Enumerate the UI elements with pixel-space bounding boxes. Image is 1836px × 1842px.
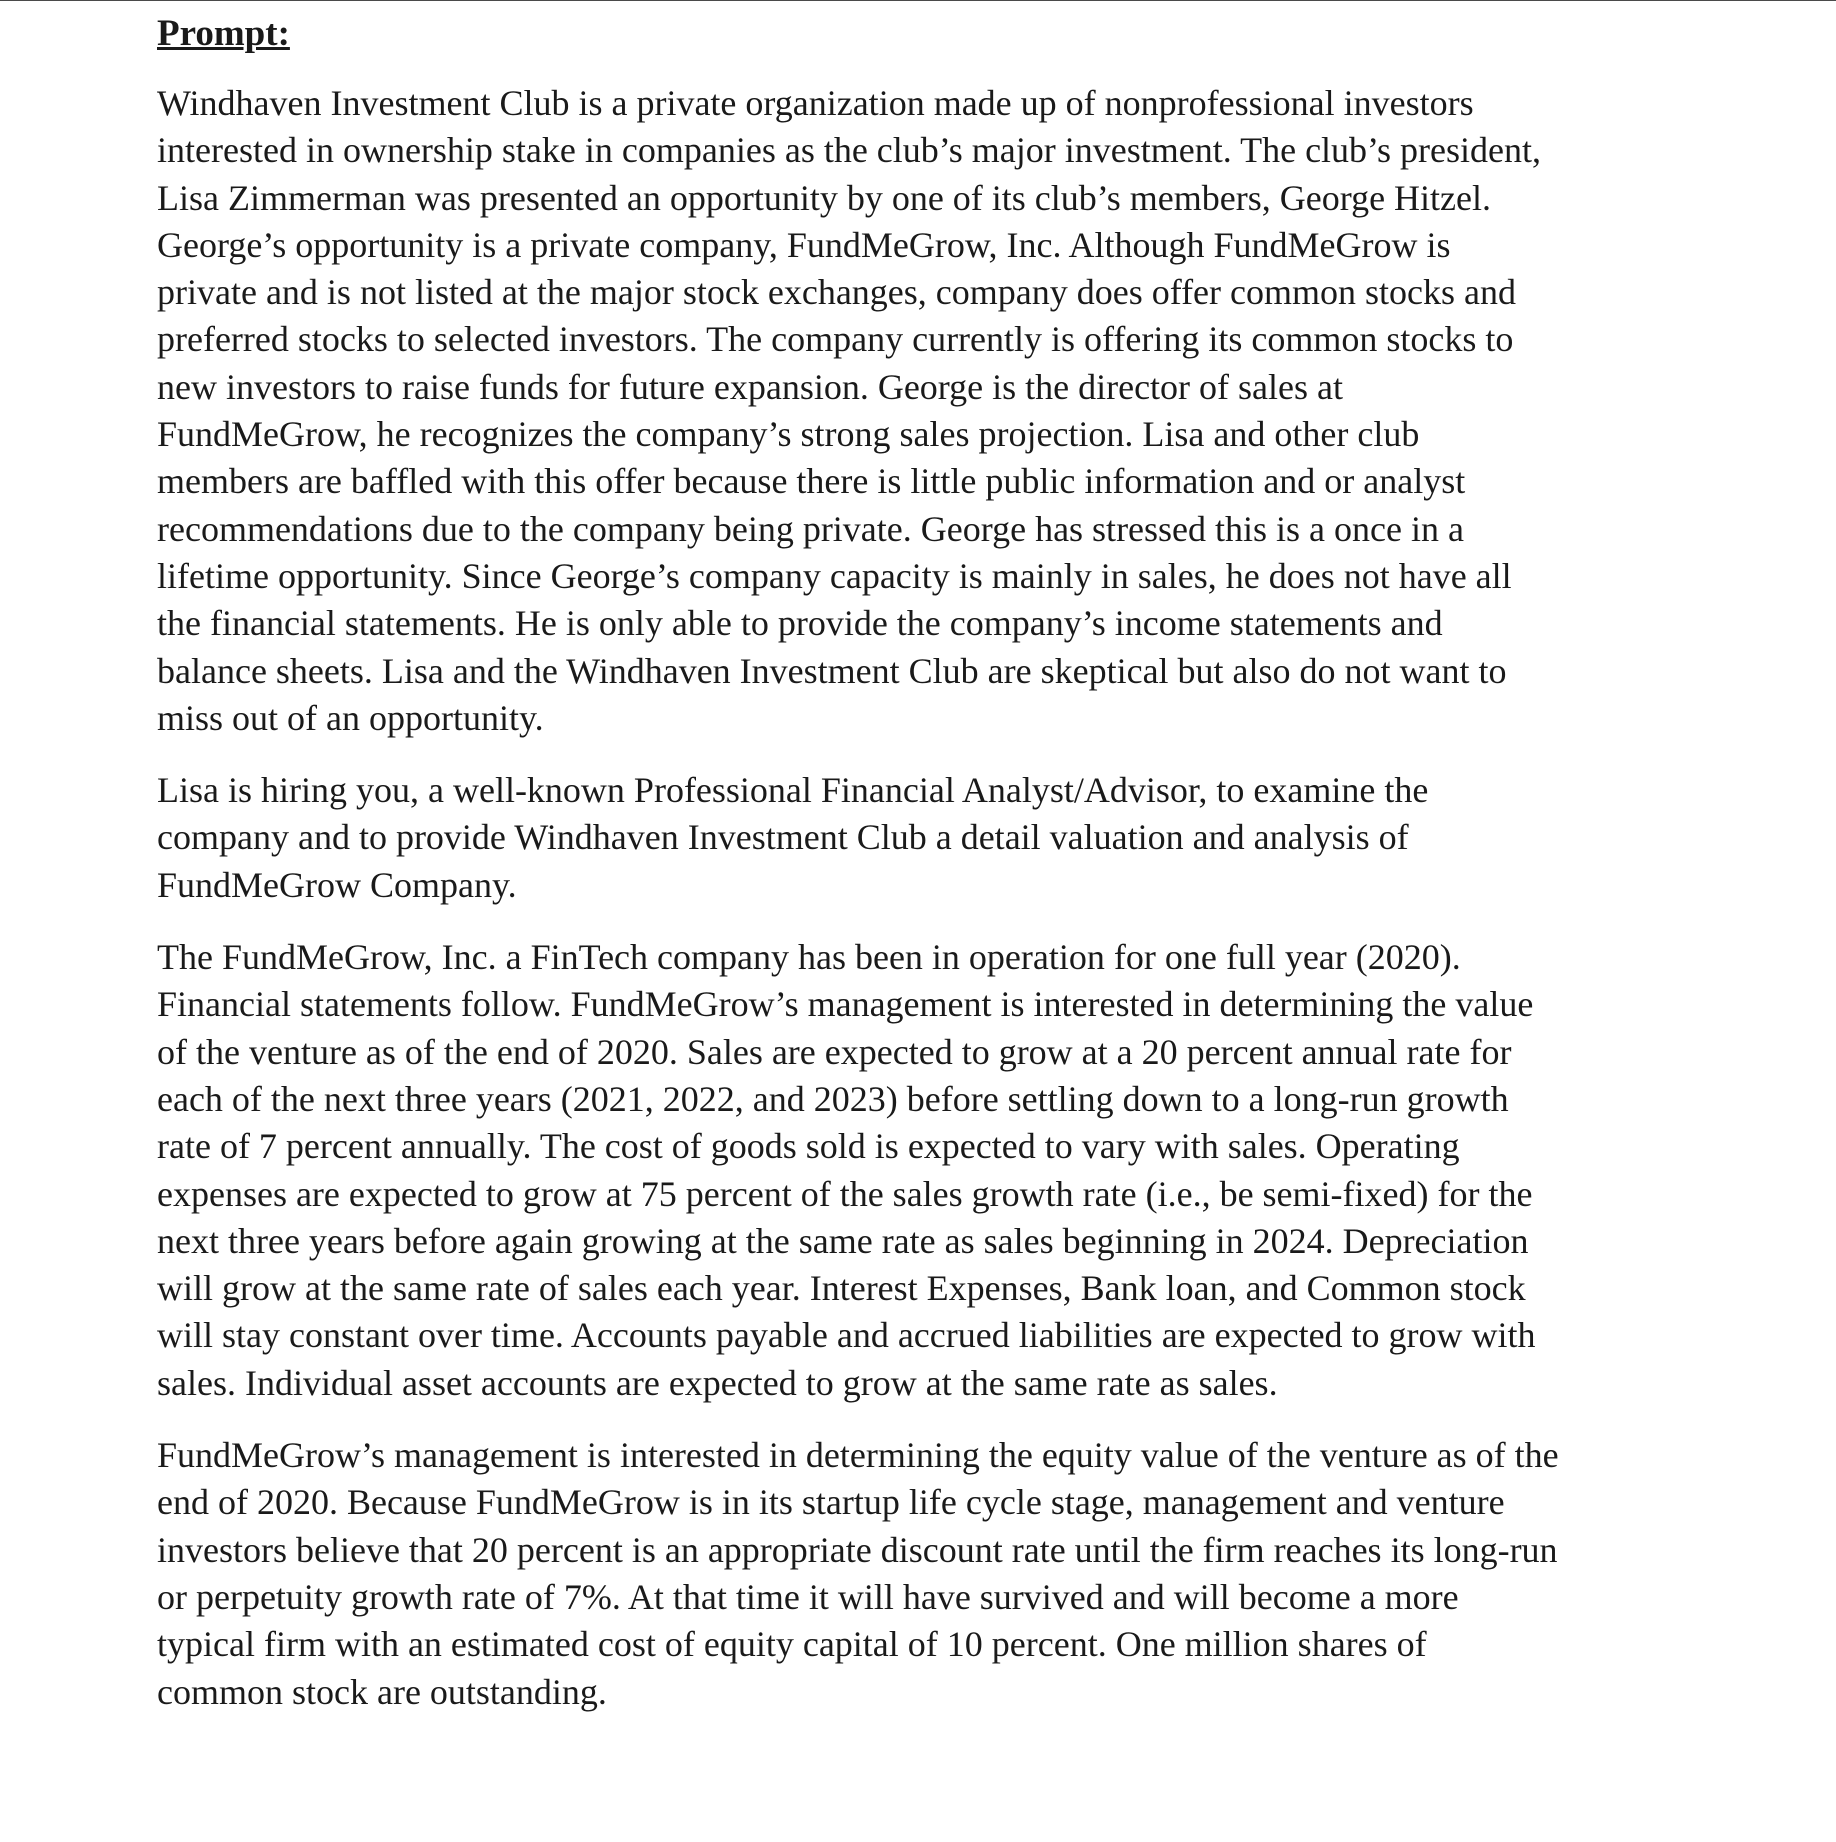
text-line: expenses are expected to grow at 75 percent of the sales growth rate (i.e., be semi-fixed) for the [157, 1173, 1533, 1214]
text-line: recommendations due to the company being private. George has stressed this is a once in a [157, 508, 1464, 549]
text-line: Windhaven Investment Club is a private organization made up of nonprofessional investors [157, 83, 1474, 123]
text-line: The FundMeGrow, Inc. a FinTech company has been in operation for one full year (2020). [157, 937, 1461, 978]
document-page [157, 12, 1657, 1741]
text-line: Lisa is hiring you, a well-known Professional Financial Analyst/Advisor, to examine the [157, 770, 1429, 811]
text-line: FundMeGrow, he recognizes the company’s strong sales projection. Lisa and other club [157, 414, 1420, 455]
text-line: end of 2020. Because FundMeGrow is in its startup life cycle stage, management and venture [157, 1482, 1505, 1523]
text-line: of the venture as of the end of 2020. Sales are expected to grow at a 20 percent annual rate for [157, 1031, 1512, 1072]
text-line: common stock are outstanding. [157, 1671, 607, 1712]
text-line: members are baffled with this offer because there is little public information and or analyst [157, 461, 1466, 502]
paragraph-club-background [157, 80, 1657, 742]
text-line: balance sheets. Lisa and the Windhaven Investment Club are skeptical but also do not want to [157, 650, 1507, 691]
text-line: or perpetuity growth rate of 7%. At that time it will have survived and will become a more [157, 1576, 1459, 1617]
text-line: typical firm with an estimated cost of equity capital of 10 percent. One million shares of [157, 1624, 1427, 1665]
text-line: lifetime opportunity. Since George’s company capacity is mainly in sales, he does not have all [157, 555, 1512, 596]
text-line: will grow at the same rate of sales each year. Interest Expenses, Bank loan, and Common stock [157, 1268, 1526, 1309]
text-line: investors believe that 20 percent is an appropriate discount rate until the firm reaches its long-run [157, 1529, 1558, 1570]
text-line: next three years before again growing at the same rate as sales beginning in 2024. Depreciation [157, 1220, 1529, 1261]
prompt-heading: Prompt: [157, 13, 290, 54]
text-line: Financial statements follow. FundMeGrow’s management is interested in determining the value [157, 984, 1534, 1025]
paragraph-valuation [157, 1432, 1657, 1716]
text-line: interested in ownership stake in companies as the club’s major investment. The club’s president, [157, 130, 1542, 171]
text-line: miss out of an opportunity. [157, 697, 544, 738]
text-line: sales. Individual asset accounts are expected to grow at the same rate as sales. [157, 1362, 1278, 1403]
text-line: rate of 7 percent annually. The cost of goods sold is expected to vary with sales. Operating [157, 1126, 1460, 1167]
text-line: each of the next three years (2021, 2022, and 2023) before settling down to a long-run growth [157, 1078, 1509, 1119]
paragraph-growth-assumptions [157, 934, 1657, 1407]
text-line: the financial statements. He is only able to provide the company’s income statements and [157, 603, 1443, 644]
text-line: private and is not listed at the major stock exchanges, company does offer common stocks and [157, 272, 1516, 313]
text-line: Lisa Zimmerman was presented an opportunity by one of its club’s members, George Hitzel. [157, 177, 1492, 218]
text-line: preferred stocks to selected investors. The company currently is offering its common stocks to [157, 319, 1514, 360]
text-line: new investors to raise funds for future expansion. George is the director of sales at [157, 366, 1343, 407]
top-rule [0, 0, 1836, 1]
text-line: FundMeGrow Company. [157, 864, 517, 905]
paragraph-hiring [157, 767, 1657, 909]
text-line: George’s opportunity is a private company, FundMeGrow, Inc. Although FundMeGrow is [157, 224, 1451, 265]
text-line: will stay constant over time. Accounts payable and accrued liabilities are expected to grow with [157, 1315, 1536, 1356]
text-line: company and to provide Windhaven Investment Club a detail valuation and analysis of [157, 817, 1409, 858]
text-line: FundMeGrow’s management is interested in determining the equity value of the venture as of the [157, 1435, 1559, 1476]
